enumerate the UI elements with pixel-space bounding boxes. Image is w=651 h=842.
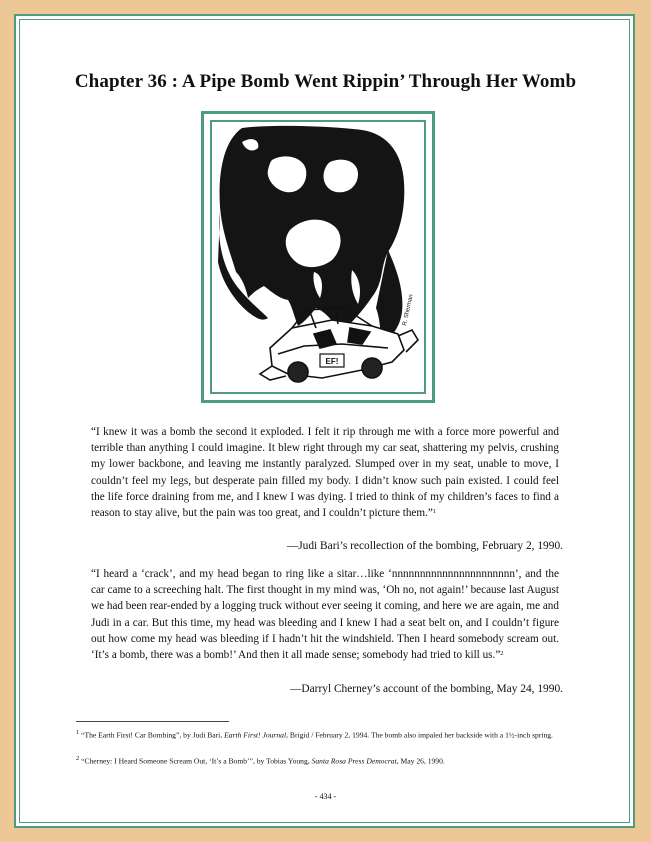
footnote-text-after: , May 26, 1990.: [396, 756, 445, 766]
quote-judi-bari: [91, 424, 559, 521]
footnote-reference[interactable]: 2: [500, 650, 504, 658]
page-number: - 434 -: [314, 792, 337, 801]
footnote-publication: Earth First! Journal: [224, 730, 287, 740]
footnote-reference[interactable]: 1: [432, 508, 437, 516]
footnote-text-before: “The Earth First! Car Bombing”, by Judi Bari,: [81, 730, 225, 740]
attribution-darryl-cherney: —Darryl Cherney’s account of the bombing, May 24, 1990.: [289, 683, 563, 695]
chapter-title: Chapter 36 : A Pipe Bomb Went Rippin’ Through Her Womb: [74, 71, 577, 92]
skull-smoke-car-bombing-illustration: [212, 122, 424, 392]
footnote-1: [76, 727, 576, 741]
illustration-frame: [201, 111, 435, 403]
attribution-judi-bari: —Judi Bari’s recollection of the bombing, February 2, 1990.: [286, 540, 563, 552]
quote-text: “I heard a ‘crack’, and my head began to ring like a sitar…like ‘nnnnnnnnnnnnnnnnnnnnnn’, and the car came to a screeching halt. The first thought in my mind was, ‘Oh no, not again!’ because last August we had been rear-ended by a logging truck without ever seeing it coming, and here we are again, me and Judi in a car. But this time, my head was bleeding and I knew I had a seat belt on, and I couldn’t figure out how come my head was bleeding if I hadn’t hit the windshield. Then I heard somebody scream out. ‘It’s a bomb, there was a bomb!’ And then it all made sense; somebody had tried to kill us.”: [91, 568, 559, 662]
footnote-text-after: , Brigid / February 2, 1994. The bomb also impaled her backside with a 1½-inch spring.: [286, 730, 553, 740]
illustration-inner-frame: [210, 120, 426, 394]
car-sign-text: EF!: [325, 357, 339, 366]
quote-darryl-cherney: [91, 566, 559, 663]
footnote-divider: [76, 721, 229, 722]
footnote-text-before: “Cherney: I Heard Someone Scream Out, ‘It’s a Bomb’”, by Tobias Young,: [81, 756, 312, 766]
quote-text: “I knew it was a bomb the second it exploded. I felt it rip through me with a force more powerful and terrible than anything I could imagine. It blew right through my car seat, shattering my pelvis, crushing my lower backbone, and leaving me instantly paralyzed. Slumped over in my seat, unable to move, I couldn’t feel my legs, but desperate pain filled my body. I didn’t know such pain existed. I could feel the life force draining from me, and I knew I was dying. I tried to think of my children’s faces to find a reason to stay alive, but the pain was too great, and I couldn’t picture them.”: [91, 426, 559, 520]
footnote-number: 2: [76, 755, 80, 762]
footnote-number: 1: [76, 729, 80, 736]
artist-signature: R. Sherman: [402, 293, 415, 327]
footnote-2: [76, 753, 576, 767]
footnote-publication: Santa Rosa Press Democrat: [311, 756, 397, 766]
